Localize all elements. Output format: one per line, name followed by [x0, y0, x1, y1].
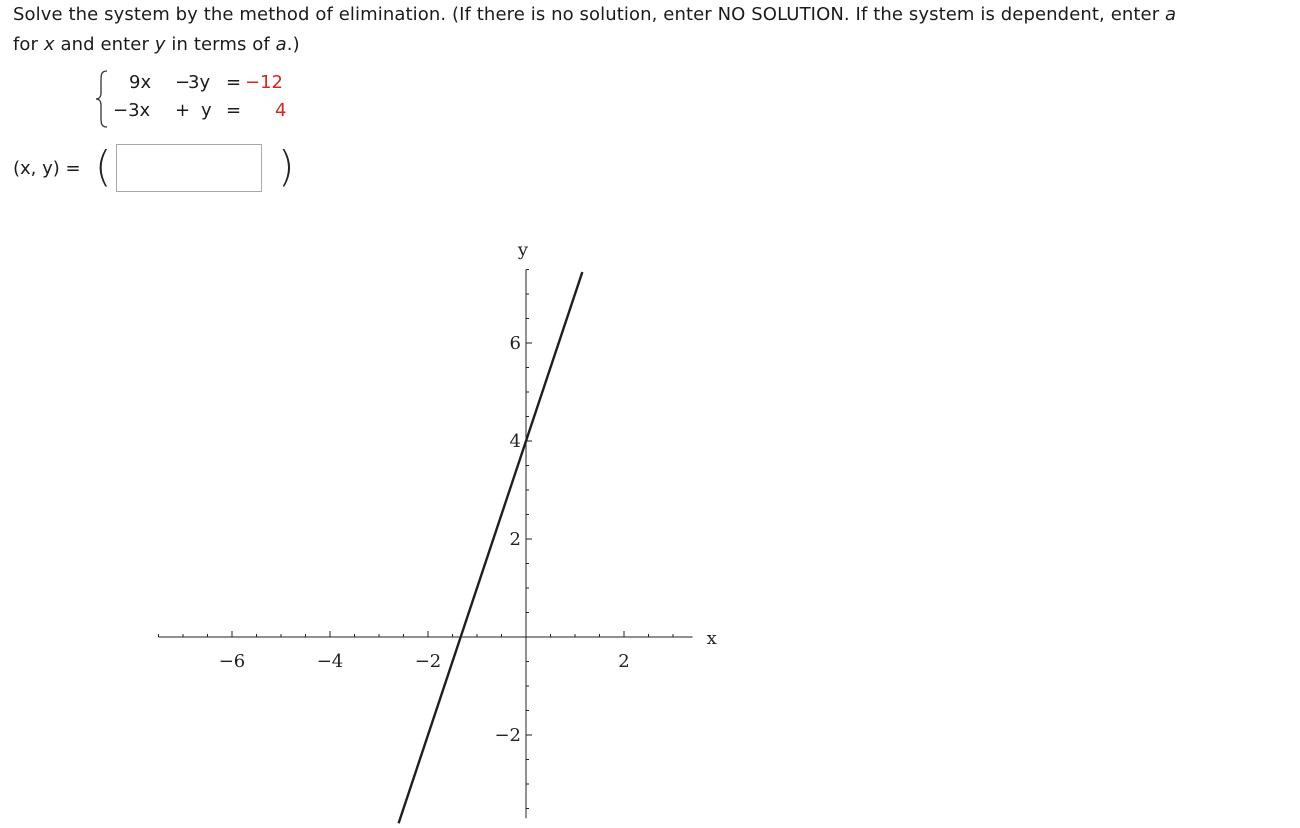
- question-text-part: in terms of: [165, 34, 276, 55]
- equation-1-constant: −12: [245, 72, 283, 93]
- equation-1-equals: =: [226, 72, 242, 93]
- variable-y: y: [154, 34, 166, 55]
- x-axis-label: x: [706, 628, 717, 649]
- answer-row: [13, 142, 313, 196]
- equation-2-equals: =: [226, 100, 242, 121]
- answer-label: (x, y) =: [13, 158, 81, 179]
- x-tick-label: 2: [618, 651, 630, 672]
- y-tick-label: 4: [509, 431, 521, 452]
- question-text: [13, 0, 1293, 60]
- x-tick-label: −6: [218, 651, 246, 672]
- answer-input[interactable]: [116, 144, 262, 192]
- left-brace-icon: [93, 69, 113, 129]
- question-text-part: for: [13, 34, 44, 55]
- y-tick-label: 2: [509, 529, 521, 550]
- y-tick-label: 6: [509, 333, 521, 354]
- question-text-part: and enter: [54, 34, 155, 55]
- variable-a: a: [1165, 4, 1177, 25]
- x-tick-label: −4: [316, 651, 344, 672]
- open-paren: (: [95, 142, 112, 191]
- equation-system: [93, 69, 313, 129]
- equation-1-operator: −: [175, 72, 191, 93]
- y-axis-label: y: [517, 239, 529, 261]
- question-text-part: .): [286, 34, 300, 55]
- variable-x: x: [43, 34, 55, 55]
- y-tick-label: −2: [494, 725, 521, 746]
- equation-2-y-term: y: [201, 100, 212, 121]
- question-line-1: [13, 0, 1293, 30]
- equation-1-x-term: 9x: [129, 72, 152, 93]
- equation-1-y-term: 3y: [188, 72, 211, 93]
- series-line: [399, 272, 583, 823]
- equation-2-constant: 4: [275, 100, 287, 121]
- equation-2-x-term: −3x: [113, 100, 151, 121]
- close-paren: ): [278, 142, 295, 191]
- variable-a: a: [275, 34, 287, 55]
- equation-2-operator: +: [175, 100, 191, 121]
- question-line-1-text: Solve the system by the method of elimination. (If there is no solution, enter NO SOLUTION. If the system is dependent, enter: [13, 4, 1166, 25]
- x-tick-label: −2: [414, 651, 442, 672]
- question-line-2: [13, 30, 1293, 60]
